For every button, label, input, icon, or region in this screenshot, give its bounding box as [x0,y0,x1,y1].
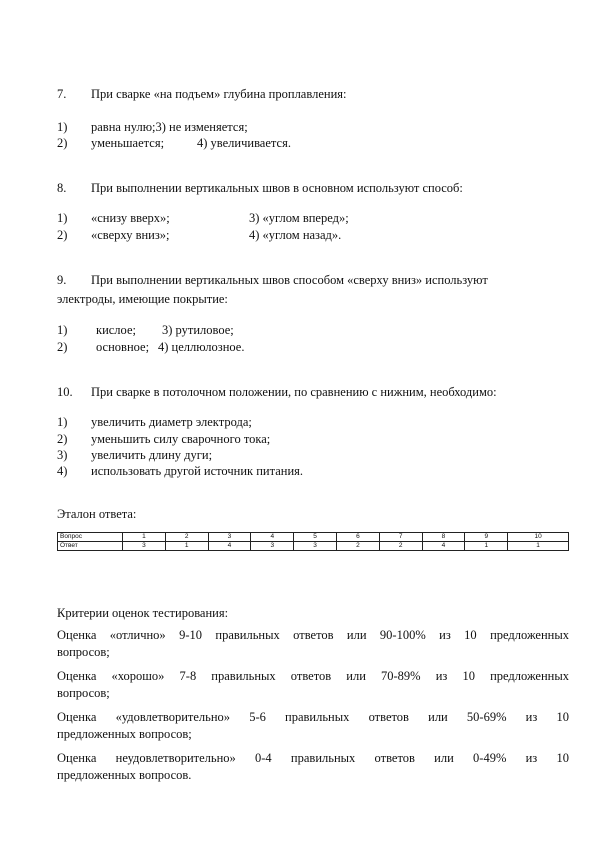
question-text: При выполнении вертикальных швов в основном используют способ: [91,181,463,195]
criteria-item [57,750,569,784]
option-number: 2) [57,136,68,150]
criteria-text: предложенных вопросов; [57,727,192,741]
table-cell: 1 [165,542,208,551]
option-text: 3) «углом вперед»; [249,211,349,225]
table-cell: 7 [379,533,422,542]
q10-option-row [57,415,252,430]
table-cell: 5 [294,533,337,542]
option-text: кислое; [96,323,136,337]
criteria-text: вопросов; [57,686,110,700]
table-cell: 2 [336,542,379,551]
table-cell: 6 [336,533,379,542]
answer-key-title: Эталон ответа: [57,507,137,521]
criteria-item [57,627,569,661]
option-text: 4) целлюлозное. [158,340,245,354]
table-cell: 4 [251,533,294,542]
q10-option-row [57,448,212,463]
q8-option-row [57,228,341,243]
question-text: При сварке в потолочном положении, по сравнению с нижним, необходимо: [91,385,497,399]
option-text: основное; [96,340,150,354]
q9-option-row [57,340,244,355]
table-row-label: Вопрос [58,533,123,542]
option-text: увеличить диаметр электрода; [91,415,252,429]
table-cell: 3 [123,542,166,551]
criteria-title: Критерии оценок тестирования: [57,606,229,620]
question-8 [57,181,463,196]
table-cell: 1 [123,533,166,542]
option-text: уменьшить силу сварочного тока; [91,432,271,446]
option-number: 2) [57,432,68,446]
criteria-text: вопросов; [57,645,110,659]
table-cell: 3 [251,542,294,551]
option-number: 2) [57,228,68,242]
table-cell: 4 [208,542,251,551]
table-cell: 1 [465,542,508,551]
option-number: 4) [57,464,68,478]
table-cell: 2 [165,533,208,542]
table-cell: 3 [208,533,251,542]
option-number: 3) [57,448,68,462]
table-cell: 9 [465,533,508,542]
option-number: 1) [57,415,68,429]
table-cell: 1 [508,542,569,551]
option-text: «сверху вниз»; [91,228,170,242]
question-text: электроды, имеющие покрытие: [57,292,228,306]
criteria-text: Оценка «отлично» 9-10 правильных ответов или 90-100% из 10 предложенных [57,628,569,642]
question-number: 10. [57,385,73,399]
answer-key-table [57,532,569,551]
question-text: При выполнении вертикальных швов способом «сверху вниз» используют [91,273,488,287]
table-row-label: Ответ [58,542,123,551]
table-cell: 4 [422,542,465,551]
question-number: 7. [57,87,67,101]
question-10 [57,385,497,400]
q8-option-row [57,211,349,226]
table-cell: 8 [422,533,465,542]
option-text: 4) увеличивается. [197,136,291,150]
table-row [58,533,569,542]
option-text: «снизу вверх»; [91,211,170,225]
question-number: 8. [57,181,67,195]
criteria-text: Оценка «удовлетворительно» 5-6 правильных ответов или 50-69% из 10 [57,710,569,724]
q7-option-row [57,120,248,135]
table-cell: 2 [379,542,422,551]
table-cell: 10 [508,533,569,542]
q9-option-row [57,323,234,338]
question-7 [57,87,346,102]
table-cell: 3 [294,542,337,551]
criteria-item [57,709,569,743]
option-text: равна нулю;3) не изменяется; [91,120,248,134]
question-9-continued [57,292,228,307]
option-text: 3) рутиловое; [162,323,234,337]
criteria-text: предложенных вопросов. [57,768,192,782]
question-number: 9. [57,273,67,287]
q7-option-row [57,136,291,151]
criteria-text: Оценка неудовлетворительно» 0-4 правильных ответов или 0-49% из 10 [57,751,569,765]
option-text: 4) «углом назад». [249,228,342,242]
q10-option-row [57,432,270,447]
question-text: При сварке «на подъем» глубина проплавления: [91,87,347,101]
option-text: использовать другой источник питания. [91,464,304,478]
q10-option-row [57,464,303,479]
option-number: 1) [57,323,68,337]
criteria-text: Оценка «хорошо» 7-8 правильных ответов или 70-89% из 10 предложенных [57,669,569,683]
question-9 [57,273,488,288]
option-number: 2) [57,340,68,354]
option-text: уменьшается; [91,136,165,150]
table-row [58,542,569,551]
option-text: увеличить длину дуги; [91,448,213,462]
option-number: 1) [57,211,68,225]
option-number: 1) [57,120,68,134]
criteria-item [57,668,569,702]
